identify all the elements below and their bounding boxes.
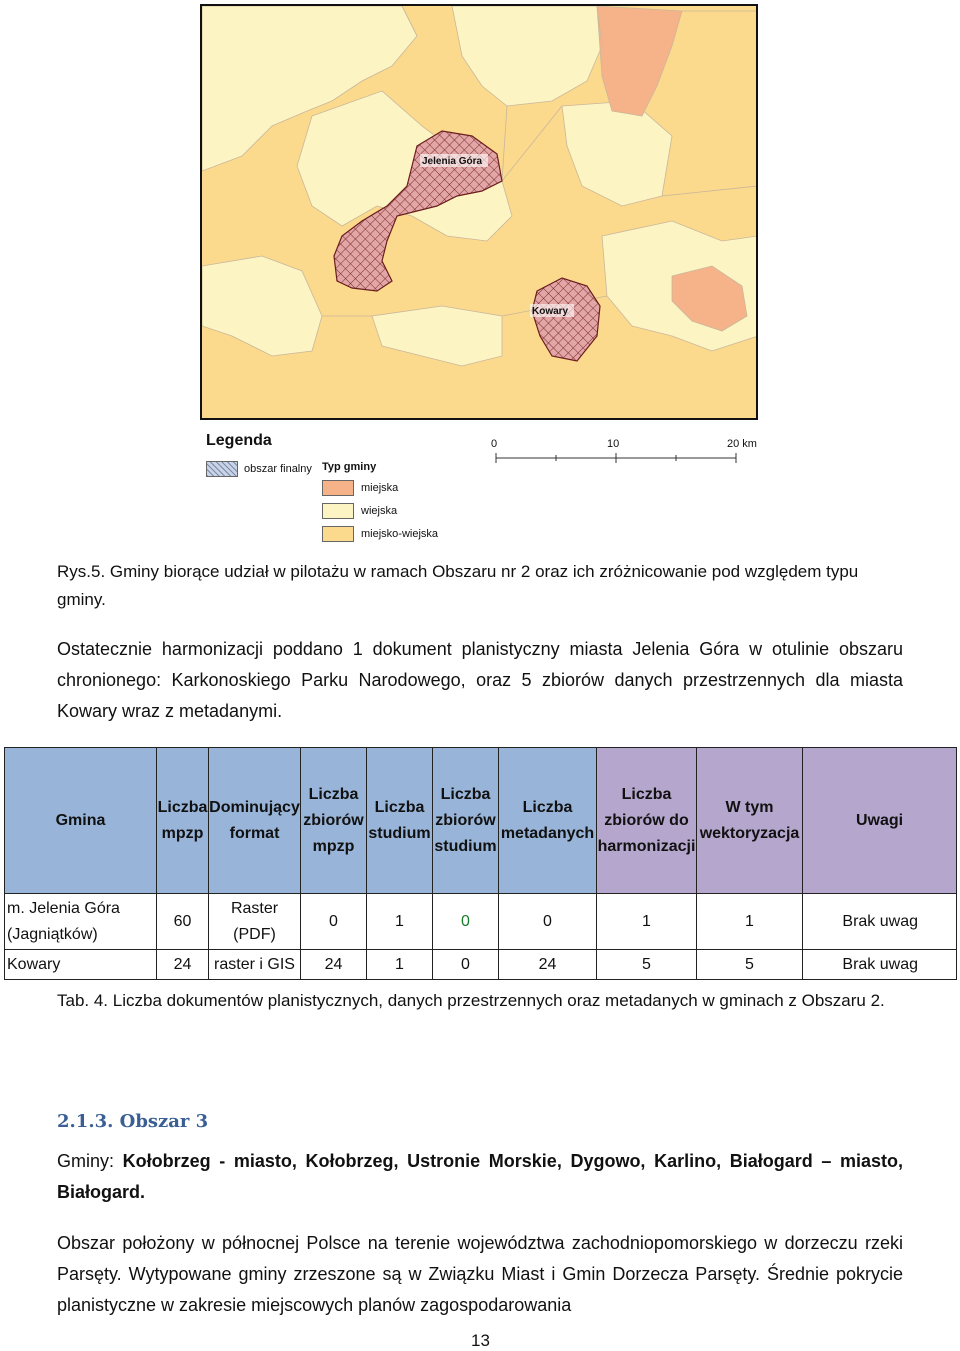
- cell-liczba-mpzp: 24: [157, 950, 209, 980]
- table-row: [5, 894, 957, 950]
- col-header-dominujacy-format: Dominujący format: [209, 748, 301, 894]
- col-header-zbiorow-mpzp: Liczba zbiorów mpzp: [301, 748, 367, 894]
- gminy-paragraph: [57, 1146, 903, 1208]
- legend-final-area: obszar finalny: [244, 463, 312, 475]
- gminy-prefix: Gminy:: [57, 1151, 123, 1171]
- scale-label-20: 20 km: [727, 438, 757, 450]
- cell-format: raster i GIS: [209, 950, 301, 980]
- col-header-wektoryzacja: W tym wektoryzacja: [697, 748, 803, 894]
- scale-label-0: 0: [491, 438, 498, 450]
- legend-miejsko-wiejska: miejsko-wiejska: [361, 528, 439, 540]
- col-header-uwagi: Uwagi: [803, 748, 957, 894]
- map-figure: [200, 4, 758, 420]
- legend-swatch-wiejska: [322, 503, 354, 519]
- cell-zbiorow-mpzp: 0: [301, 894, 367, 950]
- data-table: [4, 747, 957, 980]
- cell-uwagi: Brak uwag: [803, 894, 957, 950]
- legend-swatch-final-area: [206, 461, 238, 477]
- legend-type-header: Typ gminy: [322, 461, 377, 473]
- map-label-jelenia-gora: Jelenia Góra: [422, 156, 483, 167]
- cell-gmina: Kowary: [5, 950, 157, 980]
- section-heading: 2.1.3. Obszar 3: [57, 1111, 209, 1132]
- page-number: 13: [471, 1331, 490, 1350]
- col-header-studium: Liczba studium: [367, 748, 433, 894]
- cell-zbiorow-studium: 0: [433, 894, 499, 950]
- map-label-kowary: Kowary: [532, 306, 569, 317]
- col-header-harmonizacji: Liczba zbiorów do harmonizacji: [597, 748, 697, 894]
- cell-metadanych: 24: [499, 950, 597, 980]
- cell-liczba-mpzp: 60: [157, 894, 209, 950]
- cell-harmonizacji: 5: [597, 950, 697, 980]
- legend-miejska: miejska: [361, 482, 399, 494]
- legend-swatch-miejsko-wiejska: [322, 526, 354, 542]
- cell-wektoryzacja: 1: [697, 894, 803, 950]
- col-header-metadanych: Liczba metadanych: [499, 748, 597, 894]
- cell-zbiorow-studium: 0: [433, 950, 499, 980]
- cell-studium: 1: [367, 950, 433, 980]
- cell-metadanych: 0: [499, 894, 597, 950]
- legend-wiejska: wiejska: [361, 505, 398, 517]
- col-header-liczba-mpzp: Liczba mpzp: [157, 748, 209, 894]
- table-row: [5, 950, 957, 980]
- col-header-zbiorow-studium: Liczba zbiorów studium: [433, 748, 499, 894]
- map-image: [202, 6, 758, 420]
- table-header-row: [5, 748, 957, 894]
- cell-uwagi: Brak uwag: [803, 950, 957, 980]
- table-caption: Tab. 4. Liczba dokumentów planistycznych, danych przestrzennych oraz metadanych w gminach z Obszaru 2.: [57, 991, 885, 1010]
- legend-swatch-miejska: [322, 480, 354, 496]
- figure-caption: Rys.5. Gminy biorące udział w pilotażu w ramach Obszaru nr 2 oraz ich zróżnicowanie pod względem typu gminy.: [57, 562, 859, 609]
- scale-bar: [490, 452, 740, 464]
- col-header-gmina: Gmina: [5, 748, 157, 894]
- scale-label-10: 10: [607, 438, 620, 450]
- gminy-list: Kołobrzeg - miasto, Kołobrzeg, Ustronie Morskie, Dygowo, Karlino, Białogard – miasto, Białogard.: [57, 1151, 903, 1202]
- cell-gmina: m. Jelenia Góra (Jagniątków): [5, 894, 157, 950]
- cell-studium: 1: [367, 894, 433, 950]
- cell-format: Raster (PDF): [209, 894, 301, 950]
- cell-harmonizacji: 1: [597, 894, 697, 950]
- legend-title: Legenda: [206, 432, 272, 449]
- cell-zbiorow-mpzp: 24: [301, 950, 367, 980]
- paragraph-obszar-3: Obszar położony w północnej Polsce na terenie województwa zachodniopomorskiego w dorzeczu rzeki Parsęty. Wytypowane gminy zrzeszone są w Związku Miast i Gmin Dorzecza Parsęty. Średnie pokrycie planistyczne w zakresie miejscowych planów zagospodarowania: [57, 1233, 903, 1315]
- cell-wektoryzacja: 5: [697, 950, 803, 980]
- paragraph-harmonization: Ostatecznie harmonizacji poddano 1 dokument planistyczny miasta Jelenia Góra w otulinie obszaru chronionego: Karkonoskiego Parku Narodowego, oraz 5 zbiorów danych przestrzennych dla miasta Kowary wraz z metadanymi.: [57, 639, 903, 721]
